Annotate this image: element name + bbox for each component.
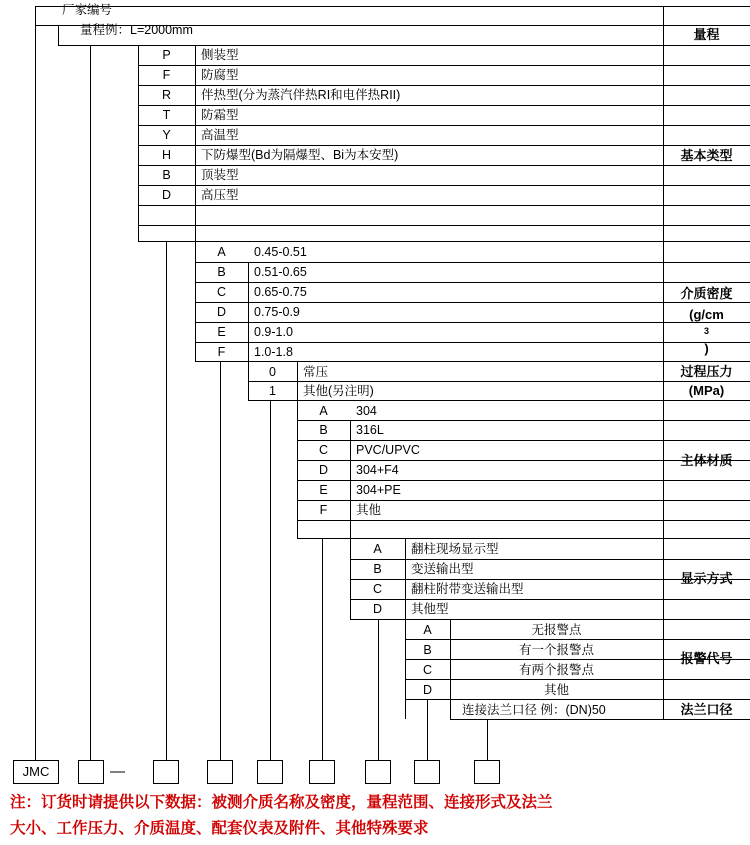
alarm-code-1: B	[423, 643, 432, 657]
display-code-0: A	[373, 542, 382, 556]
model-box-brand[interactable]: JMC	[13, 760, 59, 784]
basic-code-5: H	[161, 148, 172, 162]
model-box-flange[interactable]	[474, 760, 500, 784]
pressure-desc-1: 其他(另注明)	[303, 384, 374, 398]
dropline-material	[322, 539, 323, 760]
rule-lbl2	[663, 361, 750, 362]
density-code-0: A	[217, 245, 226, 259]
pressure-code-0: 0	[269, 365, 276, 379]
alarm-code-0: A	[423, 623, 432, 637]
rule-m6	[297, 520, 750, 521]
basic-desc-7: 高压型	[201, 188, 239, 202]
display-code-2: C	[372, 582, 383, 596]
basic-code-1: F	[162, 68, 171, 82]
display-code-3: D	[372, 602, 383, 616]
material-desc-2: PVC/UPVC	[356, 443, 420, 457]
dropline-density	[220, 362, 221, 760]
basic-desc-0: 侧装型	[201, 48, 239, 62]
material-code-0: A	[319, 404, 328, 418]
basic-code-0: P	[162, 48, 171, 62]
basic-code-6: B	[162, 168, 171, 182]
dropline-pressure	[270, 401, 271, 760]
density-desc-2: 0.65-0.75	[254, 285, 307, 299]
group-label-density-unit: (g/cm 3 )	[689, 307, 724, 356]
vline-left-top	[35, 6, 36, 26]
flange-desc: 连接法兰口径 例：(DN)50	[462, 703, 606, 717]
model-box-display[interactable]	[365, 760, 391, 784]
vline-range	[58, 25, 59, 45]
material-desc-4: 304+PE	[356, 483, 401, 497]
alarm-code-3: D	[422, 683, 433, 697]
basic-desc-1: 防腐型	[201, 68, 239, 82]
density-desc-1: 0.51-0.65	[254, 265, 307, 279]
model-box-alarm[interactable]	[414, 760, 440, 784]
display-desc-2: 翻柱附带变送输出型	[411, 582, 524, 596]
material-code-5: F	[319, 503, 328, 517]
display-desc-3: 其他型	[411, 602, 449, 616]
alarm-desc-1: 有一个报警点	[518, 643, 594, 657]
material-code-2: C	[318, 443, 329, 457]
group-label-basic-type: 基本类型	[680, 148, 733, 163]
dropline-flange	[487, 720, 488, 760]
rule-lbl4	[663, 538, 750, 539]
basic-code-7: D	[161, 188, 172, 202]
group-label-density: 介质密度	[680, 286, 733, 301]
pressure-desc-0: 常压	[303, 365, 329, 379]
basic-code-4: Y	[162, 128, 171, 142]
basic-desc-6: 顶装型	[201, 168, 239, 182]
density-desc-3: 0.75-0.9	[254, 305, 300, 319]
alarm-desc-3: 其他	[543, 683, 569, 697]
dropline-manufacturer	[35, 26, 36, 760]
density-code-5: F	[217, 345, 226, 359]
range-example-label: 量程例：L=2000mm	[80, 23, 193, 37]
order-note-line-2: 大小、工作压力、介质温度、配套仪表及附件、其他特殊要求	[10, 820, 429, 837]
basic-code-3: T	[162, 108, 171, 122]
model-box-pressure[interactable]	[257, 760, 283, 784]
group-label-display: 显示方式	[680, 571, 733, 586]
rule-lbl3	[663, 400, 750, 401]
display-desc-0: 翻柱现场显示型	[411, 542, 499, 556]
density-desc-4: 0.9-1.0	[254, 325, 293, 339]
alarm-desc-0: 无报警点	[531, 623, 582, 637]
rule-lbl1	[663, 241, 750, 242]
basic-desc-2: 伴热型(分为蒸汽伴热RI和电伴热RII)	[201, 88, 401, 102]
basic-desc-3: 防霜型	[201, 108, 239, 122]
group-label-pressure-unit: (MPa)	[688, 383, 725, 398]
rule-top	[35, 6, 750, 7]
model-box-basic-type[interactable]	[153, 760, 179, 784]
material-code-3: D	[318, 463, 329, 477]
display-desc-1: 变送输出型	[411, 562, 474, 576]
material-desc-5: 其他	[356, 503, 382, 517]
group-label-alarm: 报警代号	[680, 651, 733, 666]
density-desc-0: 0.45-0.51	[254, 245, 307, 259]
material-desc-1: 316L	[356, 423, 384, 437]
order-note-line-1: 注：订货时请提供以下数据：被测介质名称及密度，量程范围、连接形式及法兰	[10, 794, 553, 811]
material-desc-0: 304	[356, 404, 377, 418]
density-code-3: D	[216, 305, 227, 319]
pressure-code-1: 1	[269, 384, 276, 398]
alarm-desc-2: 有两个报警点	[518, 663, 594, 677]
material-code-1: B	[319, 423, 328, 437]
group-label-range: 量程	[693, 27, 720, 42]
rule-lbl5	[663, 619, 750, 620]
model-dash: —	[110, 763, 125, 780]
group-label-flange: 法兰口径	[680, 702, 733, 717]
basic-code-2: R	[161, 88, 172, 102]
dropline-display	[378, 620, 379, 760]
manufacturer-no-label: 厂家编号	[62, 3, 113, 17]
display-code-1: B	[373, 562, 382, 576]
dropline-basic	[166, 242, 167, 760]
group-label-pressure: 过程压力	[680, 364, 733, 379]
density-code-4: E	[217, 325, 226, 339]
rule-r10	[138, 205, 750, 206]
basic-desc-5: 下防爆型(Bd为隔爆型、Bi为本安型)	[201, 148, 399, 162]
density-code-1: B	[217, 265, 226, 279]
rule-lbl6	[663, 699, 750, 700]
model-box-density[interactable]	[207, 760, 233, 784]
dropline-alarm	[427, 700, 428, 760]
model-box-material[interactable]	[309, 760, 335, 784]
material-desc-3: 304+F4	[356, 463, 399, 477]
density-desc-5: 1.0-1.8	[254, 345, 293, 359]
material-code-4: E	[319, 483, 328, 497]
rule-r11	[138, 225, 750, 226]
density-code-2: C	[216, 285, 227, 299]
model-box-range[interactable]	[78, 760, 104, 784]
group-label-material: 主体材质	[680, 453, 733, 468]
alarm-code-2: C	[422, 663, 433, 677]
basic-desc-4: 高温型	[201, 128, 239, 142]
dropline-range	[90, 46, 91, 760]
